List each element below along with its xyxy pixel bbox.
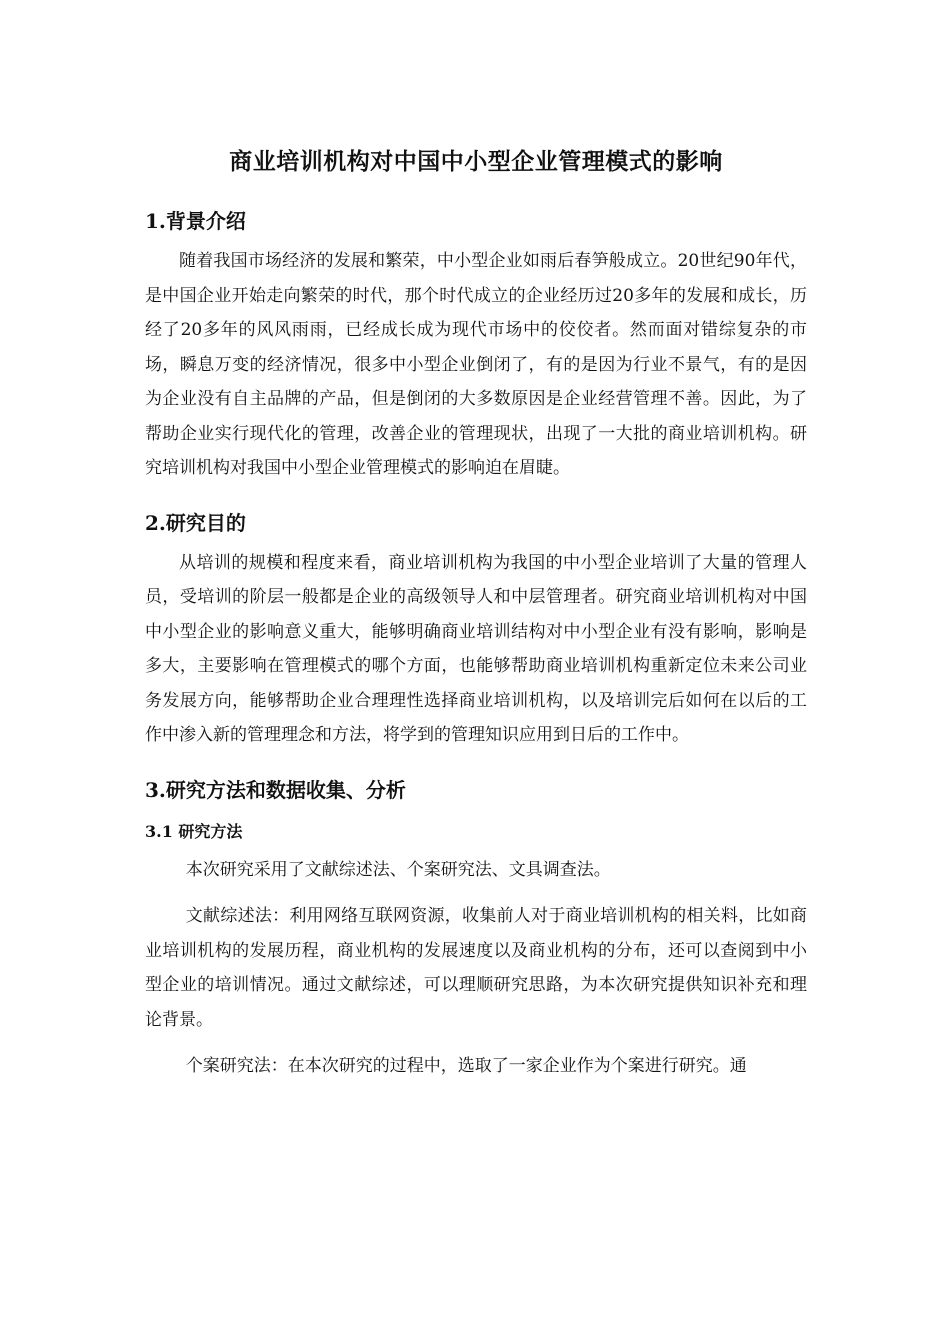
section-purpose-paragraph: 从培训的规模和程度来看，商业培训机构为我国的中小型企业培训了大量的管理人员，受培训的阶层一般都是企业的高级领导人和中层管理者。研究商业培训机构对中国中小型企业的影响意义重大，能够明确商业培训结构对中小型企业有没有影响，影响是多大，主要影响在管理模式的哪个方面，也能够帮助商业培训机构重新定位未来公司业务发展方向，能够帮助企业合理理性选择商业培训机构，以及培训完后如何在以后的工作中渗入新的管理理念和方法，将学到的管理知识应用到日后的工作中。 — [145, 552, 807, 745]
literature-review-paragraph: 文献综述法：利用网络互联网资源，收集前人对于商业培训机构的相关料，比如商业培训机构的发展历程，商业机构的发展速度以及商业机构的分布，还可以查阅到中小型企业的培训情况。通过文献综述，可以理顺研究思路，为本次研究提供知识补充和理论背景。 — [145, 906, 807, 1030]
section-heading-methods: 3.研究方法和数据收集、分析 — [145, 777, 406, 802]
document-title: 商业培训机构对中国中小型企业管理模式的影响 — [229, 148, 723, 175]
case-study-paragraph: 个案研究法：在本次研究的过程中，选取了一家企业作为个案进行研究。通 — [185, 1056, 747, 1076]
methods-intro-paragraph: 本次研究采用了文献综述法、个案研究法、文具调查法。 — [185, 859, 611, 880]
subsection-heading-methods: 3.1 研究方法 — [145, 821, 243, 841]
section-background-paragraph: 随着我国市场经济的发展和繁荣，中小型企业如雨后春笋般成立。20世纪90年代，是中国企业开始走向繁荣的时代，那个时代成立的企业经历过20多年的发展和成长，历经了20多年的风风雨雨，已经成长成为现代市场中的佼佼者。然而面对错综复杂的市场，瞬息万变的经济情况，很多中小型企业倒闭了，有的是因为行业不景气，有的是因为企业没有自主品牌的产品，但是倒闭的大多数原因是企业经营管理不善。因此，为了帮助企业实行现代化的管理，改善企业的管理现状，出现了一大批的商业培训机构。研究培训机构对我国中小型企业管理模式的影响迫在眉睫。 — [145, 251, 807, 478]
section-heading-background: 1.背景介绍 — [145, 209, 246, 233]
section-heading-purpose: 2.研究目的 — [145, 510, 246, 535]
document-body — [145, 140, 807, 1084]
